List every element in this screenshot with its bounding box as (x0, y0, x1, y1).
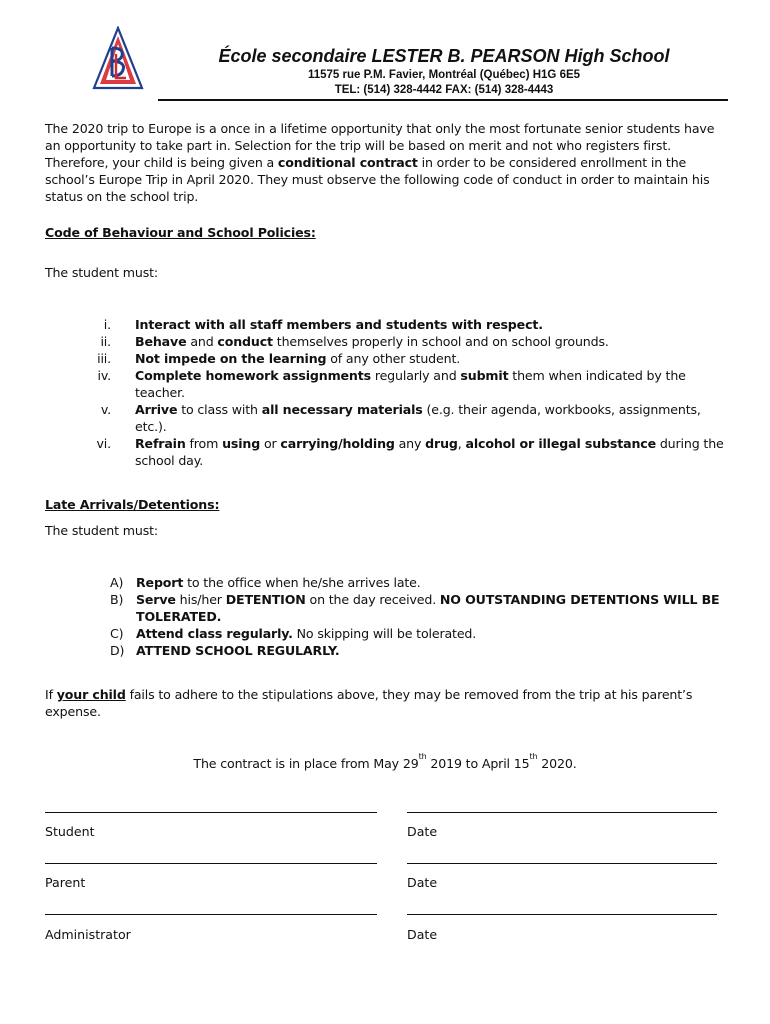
list-marker: v. (100, 402, 111, 417)
list-text-segment: during the school day. (135, 436, 724, 468)
warning-paragraph (45, 686, 725, 720)
list-text-segment: to class with (177, 402, 262, 417)
list-text-segment: and (186, 334, 218, 349)
list-text-segment: all necessary materials (261, 402, 423, 417)
list-text-segment: themselves properly in school and on school grounds. (272, 334, 609, 349)
intro-emphasis: conditional contract (277, 155, 418, 170)
intro-text-1: The 2020 trip to Europe is a once in a lifetime opportunity that only the most fortunate senior students have an opportunity to take part in. Selection for the trip will be based on merit and not who registers first. Therefore, your child is being given a (45, 121, 715, 170)
code-list-item (75, 435, 735, 469)
code-list (75, 316, 735, 469)
list-text-segment: using (222, 436, 261, 451)
list-marker: A) (110, 575, 124, 590)
late-list-item (100, 642, 730, 659)
school-name: École secondaire LESTER B. PEARSON High School (218, 46, 670, 66)
list-text-segment: to the office when he/she arrives late. (183, 575, 421, 590)
list-text-segment: drug (425, 436, 458, 451)
intro-text-2: in order to be considered enrollment in the school’s Europe Trip in April 2020. They must observe the following code of conduct in order to maintain his status on the school trip. (45, 155, 710, 204)
parent-date-label: Date (407, 875, 438, 890)
list-text-segment: DETENTION (225, 592, 306, 607)
list-text-segment: submit (460, 368, 509, 383)
student-date-label: Date (407, 824, 438, 839)
contract-sup-1: th (418, 752, 427, 761)
late-lead: The student must: (45, 523, 159, 538)
late-list-item (100, 574, 730, 591)
late-list-item (100, 625, 730, 642)
code-list-item (75, 333, 735, 350)
list-text-segment: NO OUTSTANDING DETENTIONS WILL BE TOLERATED. (136, 592, 720, 624)
list-marker: i. (103, 317, 111, 332)
late-list (100, 574, 730, 659)
administrator-signature-line[interactable] (45, 914, 377, 915)
list-marker: vi. (96, 436, 111, 451)
contract-text-3: 2020. (537, 756, 577, 771)
school-address: 11575 rue P.M. Favier, Montréal (Québec) H1G 6E5 (307, 69, 581, 81)
school-logo (92, 26, 144, 90)
contract-text-1: The contract is in place from May 29 (193, 756, 419, 771)
list-marker: iv. (97, 368, 111, 383)
list-text-segment: on the day received. (305, 592, 440, 607)
list-text-segment: Arrive (135, 402, 178, 417)
list-text-segment: from (185, 436, 223, 451)
student-label: Student (45, 824, 95, 839)
list-text-segment: ATTEND SCHOOL REGULARLY. (136, 643, 340, 658)
warning-text-2: fails to adhere to the stipulations above, they may be removed from the trip at his parent’s expense. (45, 687, 693, 719)
warning-emphasis: your child (56, 687, 126, 702)
list-marker: C) (110, 626, 124, 641)
parent-date-line[interactable] (407, 863, 717, 864)
list-text-segment: , (457, 436, 466, 451)
list-text-segment: Interact with all staff members and students with respect. (135, 317, 543, 332)
administrator-date-line[interactable] (407, 914, 717, 915)
list-text-segment: or (260, 436, 281, 451)
list-text-segment: Complete homework assignments (135, 368, 371, 383)
list-text-segment: alcohol or illegal substance (465, 436, 656, 451)
code-lead: The student must: (45, 265, 159, 280)
list-marker: D) (110, 643, 125, 658)
list-text-segment: Refrain (135, 436, 186, 451)
list-text-segment: Serve (136, 592, 176, 607)
code-list-item (75, 350, 735, 367)
student-signature-line[interactable] (45, 812, 377, 813)
list-text-segment: Attend class regularly. (136, 626, 293, 641)
code-list-item (75, 401, 735, 435)
parent-signature-line[interactable] (45, 863, 377, 864)
list-text-segment: his/her (175, 592, 226, 607)
code-heading: Code of Behaviour and School Policies: (45, 225, 316, 240)
code-list-item (75, 367, 735, 401)
code-list-item (75, 316, 735, 333)
list-text-segment: them when indicated by the teacher. (135, 368, 686, 400)
list-marker: iii. (97, 351, 111, 366)
intro-paragraph (45, 120, 725, 205)
contract-sup-2: th (529, 752, 538, 761)
parent-label: Parent (45, 875, 86, 890)
list-marker: ii. (100, 334, 111, 349)
list-text-segment: any (394, 436, 426, 451)
administrator-date-label: Date (407, 927, 438, 942)
list-text-segment: No skipping will be tolerated. (292, 626, 477, 641)
administrator-label: Administrator (45, 927, 131, 942)
list-text-segment: Not impede on the learning (135, 351, 327, 366)
list-text-segment: of any other student. (326, 351, 461, 366)
list-text-segment: (e.g. their agenda, workbooks, assignments, etc.). (135, 402, 701, 434)
contract-text-2: 2019 to April 15 (426, 756, 530, 771)
late-list-item (100, 591, 730, 625)
list-marker: B) (110, 592, 124, 607)
warning-text-1: If (45, 687, 57, 702)
school-phone-fax: TEL: (514) 328-4442 FAX: (514) 328-4443 (334, 84, 554, 96)
late-heading: Late Arrivals/Detentions: (45, 497, 220, 512)
list-text-segment: carrying/holding (280, 436, 395, 451)
student-date-line[interactable] (407, 812, 717, 813)
list-text-segment: Behave (135, 334, 187, 349)
list-text-segment: Report (136, 575, 184, 590)
list-text-segment: conduct (217, 334, 273, 349)
contract-dates (45, 752, 725, 772)
header-divider (158, 99, 728, 101)
list-text-segment: regularly and (370, 368, 461, 383)
